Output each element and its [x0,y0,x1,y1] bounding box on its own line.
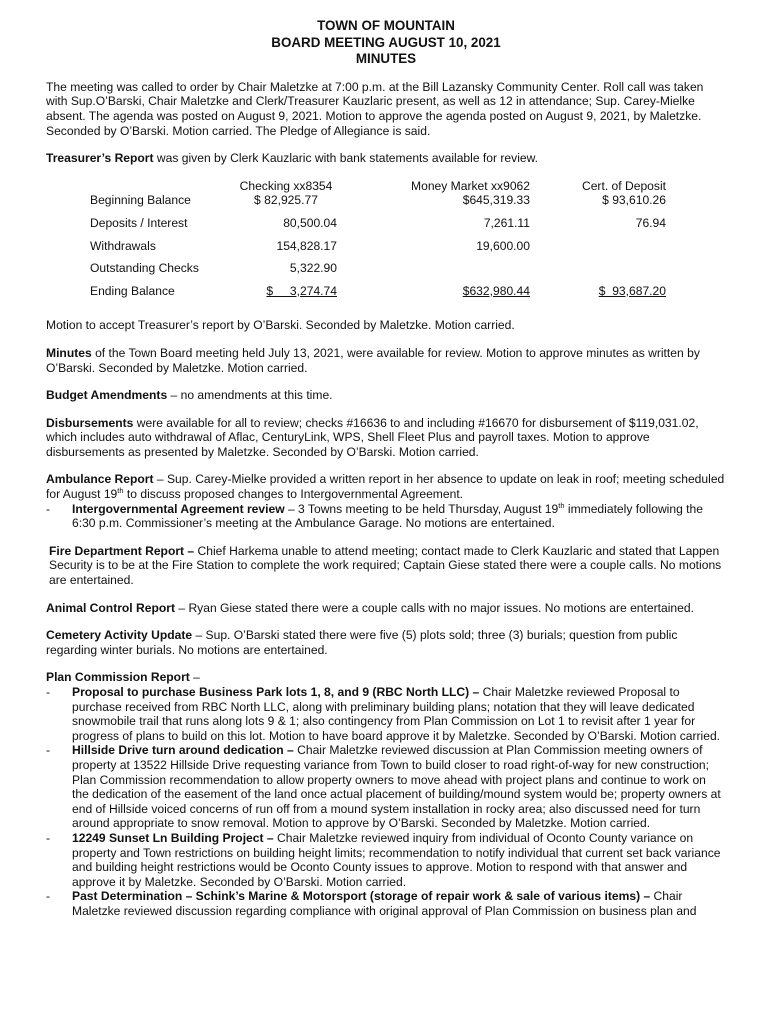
document-header [46,18,726,68]
treasurer-heading: Treasurer’s Report [46,151,154,166]
cell-value: 76.94 [635,215,666,230]
intergovernmental-heading: Intergovernmental Agreement review [72,501,285,516]
cell-value: $645,319.33 [462,193,530,208]
fire-heading: Fire Department Report – [49,543,195,558]
treasurer-text: was given by Clerk Kauzlaric with bank statements available for review. [153,151,539,166]
ambulance-heading: Ambulance Report [46,472,154,487]
ambulance-section [46,472,726,530]
disbursements-heading: Disbursements [46,415,134,430]
column-checking: Checking xx8354 [239,178,333,193]
minutes-title: MINUTES [355,51,417,67]
budget-heading: Budget Amendments [46,388,168,403]
table-row [90,261,666,276]
list-item: - Past Determination – Schink’s Marine & Motorsport (storage of repair work & sale of various items) – Chair Maletzke reviewed discussion regarding compliance with original approval of Plan Commission on business plan and [46,889,697,918]
cell-value [530,261,666,276]
bank-balances-table [90,179,666,299]
row-label: Ending Balance [90,283,175,298]
table-row [90,193,666,208]
town-title: TOWN OF MOUNTAIN [317,18,455,33]
disbursements-paragraph: Disbursements were available for all to review; checks #16636 to and including #16670 for disbursement of $119,031.02, which includes auto withdrawal of Aflac, CenturyLink, WPS, Shell Fleet Plus and payroll taxes. Motion to approve disbursements as presented by Maletzke. Seconded by O’Barski. Motion carried. [46,415,699,459]
cell-value: 80,500.04 [283,215,337,230]
cell-value [530,239,666,254]
item-heading: 12249 Sunset Ln Building Project – [72,830,274,845]
fire-paragraph: Fire Department Report – Chief Harkema unable to attend meeting; contact made to Clerk Kauzlaric and stated that Lappen Security is to be at the Fire Station to complete the work required; Captain Giese stated there were a couple calls. No motions are entertained. [49,543,722,588]
minutes-heading: Minutes [46,345,92,360]
item-heading: Past Determination – Schink’s Marine & Motorsport (storage of repair work & sale of various items) – [72,889,651,904]
cell-value: $ 82,925.77 [254,193,318,208]
table-row [90,216,666,231]
cemetery-heading: Cemetery Activity Update [46,628,193,643]
minutes-document [46,18,726,919]
item-heading: Proposal to purchase Business Park lots 1, 8, and 9 (RBC North LLC) – [72,685,480,699]
row-label: Withdrawals [90,238,156,253]
treasurer-paragraph [46,151,726,166]
list-item: - Intergovernmental Agreement review – 3 Towns meeting to be held Thursday, August 19th immediately following the 6:30 p.m. Commissioner’s meeting at the Ambulance Garage. No motions are entertained. [46,500,703,531]
cell-value: 19,600.00 [476,238,530,253]
intro-paragraph: The meeting was called to order by Chair Maletzke at 7:00 p.m. at the Bill Lazansky Community Center. Roll call was taken with Sup.O’Barski, Chair Maletzke and Clerk/Treasurer Kauzlaric present, as well as 12 in attendance; Sup. Carey-Mielke absent. The agenda was posted on August 9, 2021. Motion to approve the agenda posted on August 9, 2021, by Maletzke. Seconded by O’Barski. Motion carried. The Pledge of Allegiance is said. [46,79,704,138]
minutes-paragraph: Minutes of the Town Board meeting held July 13, 2021, were available for review. Motion to approve minutes as written by O’Barski. Seconded by Maletzke. Motion carried. [46,345,700,375]
plan-section [46,670,726,918]
cell-value [345,261,530,276]
table-header-row [90,179,666,194]
plan-heading-line: Plan Commission Report – [46,670,200,685]
row-label: Beginning Balance [90,193,191,208]
ambulance-paragraph: Ambulance Report – Sup. Carey-Mielke provided a written report in her absence to update on leak in roof; meeting scheduled for August 19th to discuss proposed changes to Intergovernmental Agreement. [46,472,725,502]
animal-paragraph: Animal Control Report – Ryan Giese stated there were a couple calls with no major issues. No motions are entertained. [46,600,694,615]
list-item: - Proposal to purchase Business Park lots 1, 8, and 9 (RBC North LLC) – Chair Maletzke reviewed Proposal to purchase received from RBC North LLC, along with preliminary building plans; notation that they will leave dedicated snowmobile trail that runs along lots 9 & 1; also contingency from Plan Commission on Lot 1 to revisit after 1 year for progress of plans to build on this lot. Motion to have board approve it by Maletzke. Seconded by O’Barski. Motion carried. [46,685,721,743]
cell-value: $ 3,274.74 [266,283,337,298]
list-item: - 12249 Sunset Ln Building Project – Chair Maletzke reviewed inquiry from individual of Oconto County variance on property and Town restrictions on building height limits; recommendation to notify individual that current set back variance and building height restrictions would be Oconto County issues to approve. Motion to respond with that answer and approve it by Maletzke. Seconded by O’Barski. Motion carried. [46,830,721,889]
plan-heading: Plan Commission Report [46,670,190,685]
item-heading: Hillside Drive turn around dedication – [72,743,294,758]
row-label: Deposits / Interest [90,215,188,230]
table-row [90,284,666,299]
cell-value: 5,322.90 [289,261,337,276]
cell-value: 7,261.11 [483,215,530,230]
list-item: - Hillside Drive turn around dedication – Chair Maletzke reviewed discussion at Plan Commission meeting owners of property at 13522 Hillside Drive requesting variance from Town to build closer to road right-of-way for new construction; Plan Commission recommendation to allow property owners to move ahead with project plans and continue to work on the dedication of the easement of the land once actual placement of building/mound system would be; property owners at end of Hillside voiced concerns of run off from a mound system installation in rocky area; also discussed need for turn around appropriate to snow removal. Motion to approve by O’Barski. Seconded by Maletzke. Motion carried. [46,743,721,831]
cell-value: 154,828.17 [276,238,337,253]
treasurer-motion: Motion to accept Treasurer’s report by O’Barski. Seconded by Maletzke. Motion carried. [46,318,515,333]
row-label: Outstanding Checks [90,261,199,276]
column-money-market: Money Market xx9062 [411,178,530,193]
animal-heading: Animal Control Report [46,600,175,615]
cemetery-paragraph: Cemetery Activity Update – Sup. O’Barski stated there were five (5) plots sold; three (3) burials; question from public regarding winter burials. No motions are entertained. [46,628,678,657]
cell-value: $ 93,610.26 [602,193,666,208]
cell-value: $632,980.44 [462,283,530,298]
meeting-title: BOARD MEETING AUGUST 10, 2021 [271,34,501,50]
budget-paragraph: Budget Amendments – no amendments at this time. [46,388,333,403]
table-row [90,239,666,254]
column-cert-deposit: Cert. of Deposit [581,178,666,193]
cell-value: $ 93,687.20 [598,283,666,298]
